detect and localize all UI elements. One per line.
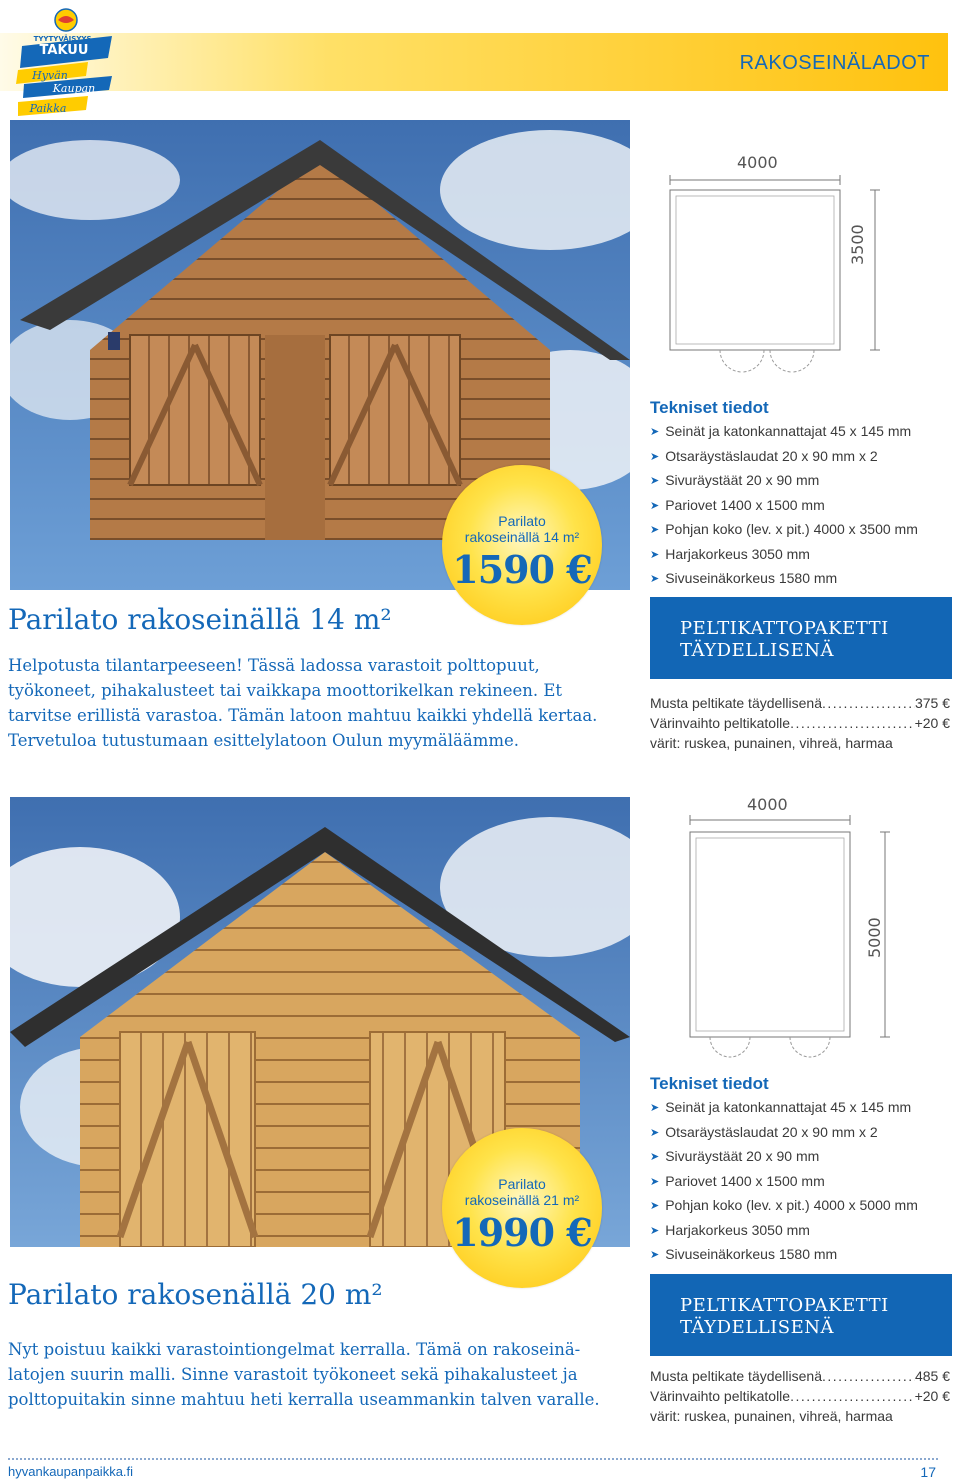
price: 1590 €: [452, 547, 592, 592]
footer-url-link[interactable]: hyvankaupanpaikka.fi: [8, 1464, 134, 1479]
roof-package-title-1: PELTIKATTOPAKETTI: [680, 1295, 889, 1316]
logo-text-4: Kaupan: [52, 82, 96, 95]
roof-package-prices: [650, 1366, 950, 1426]
specs-list: [650, 1096, 918, 1268]
page-number: 17: [920, 1464, 936, 1480]
spec-item: ➤ Otsaräystäslaudat 20 x 90 mm x 2: [650, 445, 918, 470]
plan-depth-label: 5000: [865, 917, 884, 958]
roof-package-box: [650, 597, 952, 679]
spec-item: ➤ Pariovet 1400 x 1500 mm: [650, 1170, 918, 1195]
specs-title: Tekniset tiedot: [650, 398, 769, 417]
roof-price-row: [650, 1366, 950, 1386]
roof-colors: värit: ruskea, punainen, vihreä, harmaa: [650, 735, 893, 751]
roof-price-row: [650, 1386, 950, 1406]
product-description: Helpotusta tilantarpeeseen! Tässä ladossa varastoit polttopuut, työkoneet, pihakalusteet tai vaikkapa moottorikelkan rekineen. Et tarvitse erillistä varastoa. Tämän latoon mahtuu kaikki yhdellä kertaa. Tervetuloa tutustumaan esittelylatoon Oulun myymäläämme.: [8, 656, 598, 750]
plan-width-label: 4000: [737, 153, 778, 172]
roof-price-row: [650, 713, 950, 733]
plan-depth-label: 3500: [848, 224, 867, 265]
footer-divider: [8, 1458, 938, 1460]
roof-item-label: Värinvaihto peltikatolle: [650, 1388, 791, 1404]
roof-item-label: Musta peltikate täydellisenä: [650, 695, 822, 711]
price-badge: [442, 1128, 602, 1288]
logo-text-5: Paikka: [29, 102, 67, 115]
spec-item: ➤ Sivuseinäkorkeus 1580 mm: [650, 567, 918, 592]
badge-caption-line-2: rakoseinällä 21 m²: [464, 1192, 580, 1208]
badge-caption-line-1: Parilato: [498, 513, 546, 529]
roof-item-price: +20 €: [914, 715, 950, 731]
roof-item-label: Musta peltikate täydellisenä: [650, 1368, 822, 1384]
floor-plan-14m2: [650, 145, 890, 400]
roof-package-title-2: TÄYDELLISENÄ: [680, 640, 834, 661]
product-description: Nyt poistuu kaikki varastointiongelmat kerralla. Tämä on rakoseinälatojen suurin malli. Sinne varastoit työkoneet sekä pihakalusteet ja polttopuitakin sinne mahtuu heti kerralla useammankin talven varalle.: [8, 1340, 600, 1409]
specs-list: [650, 420, 918, 592]
price: 1990 €: [452, 1210, 592, 1255]
spec-item: ➤ Seinät ja katonkannattajat 45 x 145 mm: [650, 1096, 918, 1121]
logo-text-1: TYYTYVÄISYYS-: [33, 35, 95, 43]
badge-caption-line-1: Parilato: [498, 1176, 546, 1192]
spec-item: ➤ Sivuseinäkorkeus 1580 mm: [650, 1243, 918, 1268]
plan-width-label: 4000: [747, 795, 788, 814]
spec-item: ➤ Harjakorkeus 3050 mm: [650, 543, 918, 568]
roof-package-title-2: TÄYDELLISENÄ: [680, 1317, 834, 1338]
spec-item: ➤ Pohjan koko (lev. x pit.) 4000 x 5000 mm: [650, 1194, 918, 1219]
spec-item: ➤ Otsaräystäslaudat 20 x 90 mm x 2: [650, 1121, 918, 1146]
roof-package-title-1: PELTIKATTOPAKETTI: [680, 618, 889, 639]
badge-caption-line-2: rakoseinällä 14 m²: [464, 529, 580, 545]
section-title: RAKOSEINÄLADOT: [739, 52, 930, 74]
roof-item-price: 375 €: [914, 695, 950, 711]
roof-price-row: [650, 693, 950, 713]
roof-package-box: [650, 1274, 952, 1356]
spec-item: ➤ Pohjan koko (lev. x pit.) 4000 x 3500 mm: [650, 518, 918, 543]
spec-item: ➤ Sivuräystäät 20 x 90 mm: [650, 469, 918, 494]
guarantee-logo: [14, 6, 114, 126]
roof-colors: värit: ruskea, punainen, vihreä, harmaa: [650, 1408, 893, 1424]
roof-item-label: Värinvaihto peltikatolle: [650, 715, 791, 731]
roof-item-price: 485 €: [914, 1368, 950, 1384]
spec-item: ➤ Pariovet 1400 x 1500 mm: [650, 494, 918, 519]
spec-item: ➤ Sivuräystäät 20 x 90 mm: [650, 1145, 918, 1170]
roof-item-price: +20 €: [914, 1388, 950, 1404]
specs-title: Tekniset tiedot: [650, 1074, 769, 1093]
roof-package-prices: [650, 693, 950, 753]
spec-item: ➤ Seinät ja katonkannattajat 45 x 145 mm: [650, 420, 918, 445]
price-badge: [442, 465, 602, 625]
product-title: Parilato rakoseinällä 14 m²: [8, 603, 392, 636]
logo-text-2: TAKUU: [39, 43, 89, 58]
product-title: Parilato rakosenällä 20 m²: [8, 1278, 383, 1311]
spec-item: ➤ Harjakorkeus 3050 mm: [650, 1219, 918, 1244]
logo-text-3: Hyvän: [32, 69, 68, 82]
